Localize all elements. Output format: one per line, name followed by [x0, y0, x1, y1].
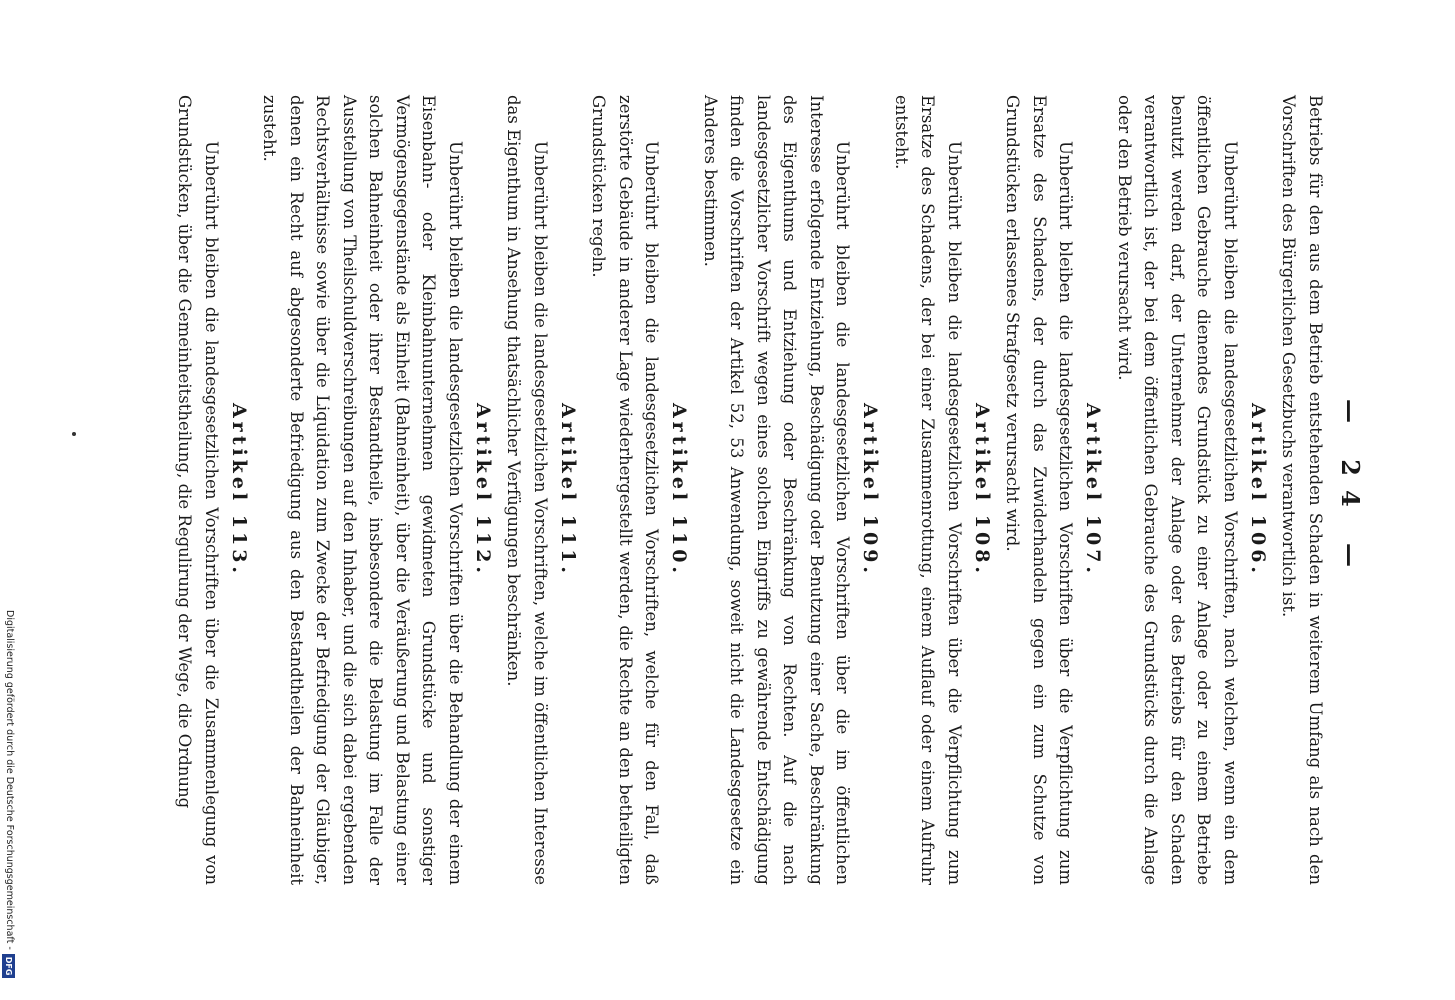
article-107-heading: Artikel 107.	[1082, 402, 1105, 578]
article-108-text: Unberührt bleiben die landesgesetzlichen Vorschriften über die Verpflichtung zum Ersatze des Schadens, der bei einer Zusammenrottung, einem Auflauf oder einem Aufruhr entsteht.	[892, 95, 964, 885]
article-107-text: Unberührt bleiben die landesgesetzlichen Vorschriften über die Verpflichtung zum Ersatze des Schadens, der durch das Zuwiderhandeln gegen ein zum Schutze von Grundstücken erlassenes Strafgesetz verursacht wird.	[1003, 95, 1076, 885]
page-number: — 24 —	[1336, 398, 1365, 582]
paragraph-continuation: Betriebs für den aus dem Betrieb entstehenden Schaden in weiterem Umfang als nach den Vorschriften des Bürgerlichen Gesetzbuchs verantwortlich ist.	[1279, 95, 1325, 885]
document-page	[100, 0, 1390, 1000]
article-111-heading: Artikel 111.	[557, 402, 579, 578]
footer-credit-text: Digitalisierung gefördert durch die Deutsche Forschungsgemeinschaft -	[4, 610, 15, 950]
article-112-text: Unberührt bleiben die landesgesetzlichen Vorschriften über die Behandlung der einem Eisenbahn- oder Kleinbahnunternehmen gewidmeten Grundstücke und sonstiger Vermögensgegenstände als Einheit (Bahneinheit), über die Veräußerung und Belastung einer solchen Bahneinheit oder ihrer Bestandtheile, insbesondere die Belastung im Falle der Ausstellung von Theilschuldverschreibungen auf den Inhaber, und die sich dabei ergebenden Rechtsverhältnisse sowie über die Liquidation zum Zwecke der Befriedigung der Gläubiger, denen ein Recht auf abgesonderte Befriedigung aus den Bestandtheilen der Bahneinheit zusteht.	[260, 95, 465, 885]
article-113-heading: Artikel 113.	[228, 402, 250, 578]
ink-speck	[72, 432, 76, 436]
article-106-text: Unberührt bleiben die landesgesetzlichen Vorschriften, nach welchen, wenn ein dem öffentlichen Gebrauche dienendes Grundstück zu einer Anlage oder zu einem Betriebe benutzt werden darf, der Unternehmer der Anlage oder des Betriebs für den Schaden verantwortlich ist, der bei dem öffentlichen Gebrauche des Grundstücks durch die Anlage oder den Betrieb verursacht wird.	[1115, 95, 1240, 885]
article-110-heading: Artikel 110.	[668, 402, 691, 578]
article-110-text: Unberührt bleiben die landesgesetzlichen Vorschriften, welche für den Fall, daß zerstörte Gebäude in anderer Lage wiederhergestellt werden, die Rechte an den betheiligten Grundstücken regeln.	[589, 95, 662, 885]
article-106-heading: Artikel 106.	[1247, 402, 1269, 578]
dfg-logo: DFG	[3, 954, 16, 979]
article-112-heading: Artikel 112.	[472, 402, 494, 578]
article-113-text: Unberührt bleiben die landesgesetzlichen Vorschriften über die Zusammenlegung von Grundstücken, über die Gemeinheitstheilung, die Regulirung der Wege, die Ordnung	[175, 95, 221, 885]
article-109-text: Unberührt bleiben die landesgesetzlichen Vorschriften über die im öffentlichen Interesse erfolgende Entziehung, Beschädigung oder Benutzung einer Sache, Beschränkung des Eigenthums und Entziehung oder Beschränkung von Rechten. Auf die nach landesgesetzlicher Vorschrift wegen eines solchen Eingriffs zu gewährende Entschädigung finden die Vorschriften der Artikel 52, 53 Anwendung, soweit nicht die Landesgesetze ein Anderes bestimmen.	[701, 95, 853, 885]
article-111-text: Unberührt bleiben die landesgesetzlichen Vorschriften, welche im öffentlichen Interesse das Eigenthum in Ansehung thatsächlicher Verfügungen beschränken.	[504, 95, 550, 885]
digitization-footer	[0, 610, 18, 1000]
article-109-heading: Artikel 109.	[859, 402, 882, 578]
article-108-heading: Artikel 108.	[971, 402, 993, 578]
page-content	[171, 95, 1365, 885]
